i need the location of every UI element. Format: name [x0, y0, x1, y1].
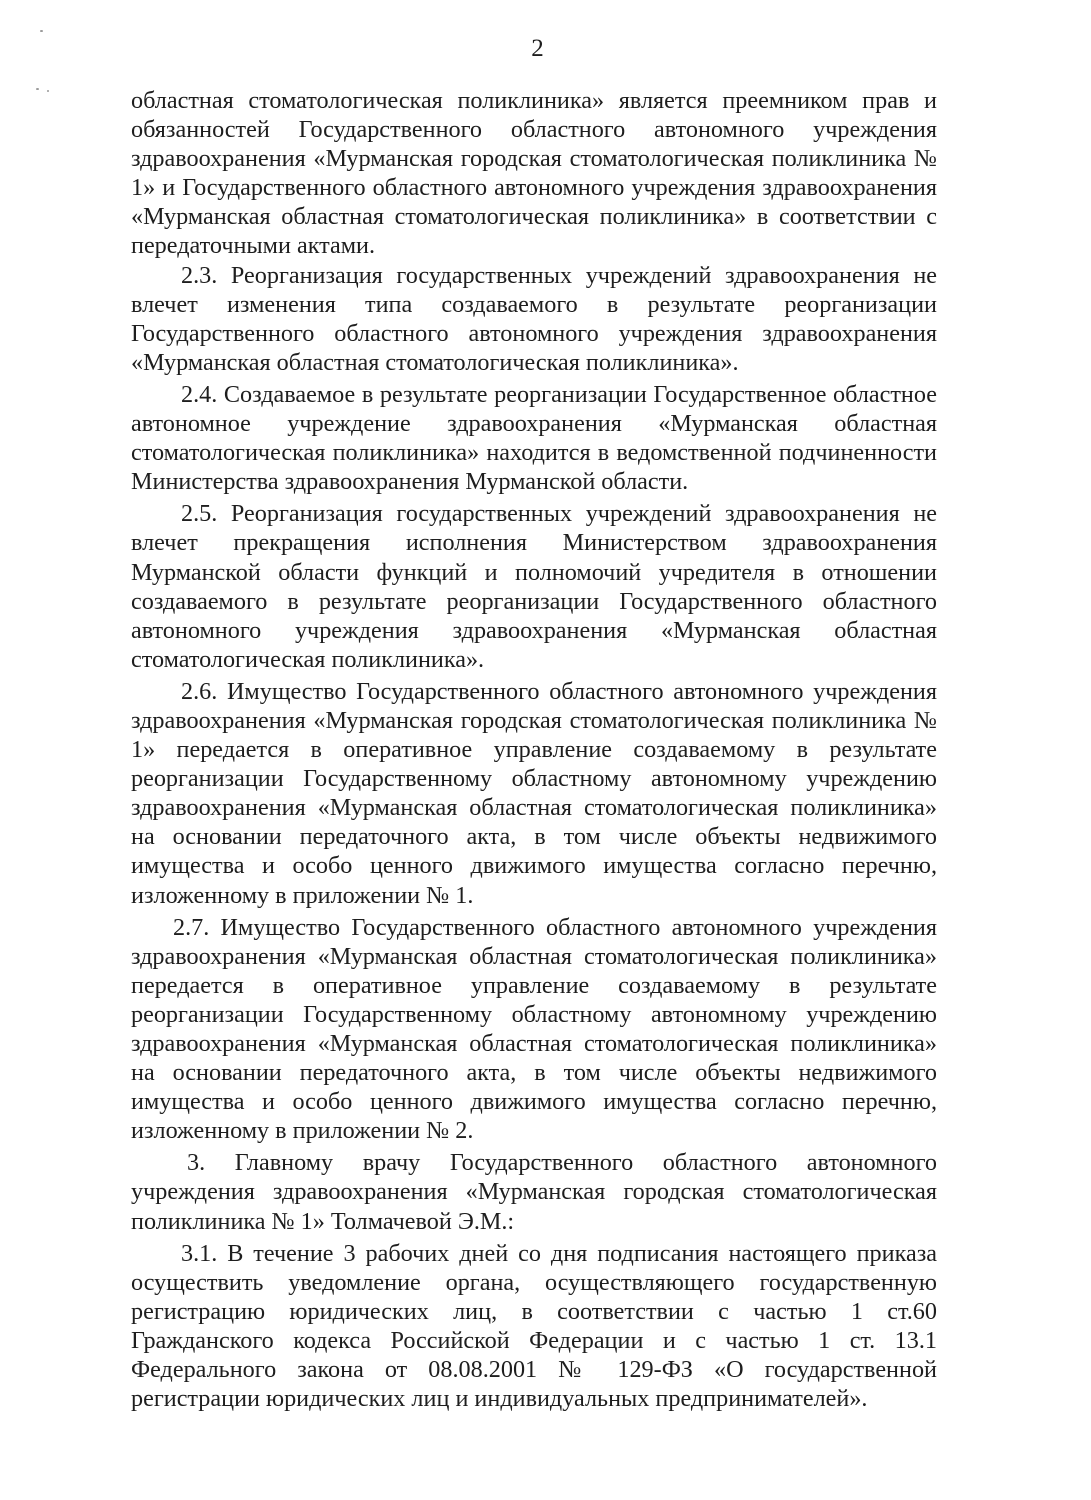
- paragraph-3-1: 3.1. В течение 3 рабочих дней со дня подписания настоящего приказа осуществить уведомление органа, осуществляющего государственную регистрацию юридических лиц, в соответствии с частью 1 ст.60 Гражданского кодекса Российской Федерации и с частью 1 ст. 13.1 Федерального закона от 08.08.2001 № 129-ФЗ «О государственной регистрации юридических лиц и индивидуальных предпринимателей».: [131, 1239, 937, 1413]
- page-number: 2: [531, 35, 544, 62]
- scan-speck: [47, 90, 49, 92]
- scan-speck: [40, 30, 43, 32]
- document-body: [131, 86, 937, 1413]
- paragraph-2-4: 2.4. Создаваемое в результате реорганизации Государственное областное автономное учреждение здравоохранения «Мурманская областная стоматологическая поликлиника» находится в ведомственной подчиненности Министерства здравоохранения Мурманской области.: [131, 380, 937, 496]
- scan-speck: [36, 88, 39, 90]
- paragraph-3: 3. Главному врачу Государственного областного автономного учреждения здравоохранения «Мурманская городская стоматологическая поликлиника № 1» Толмачевой Э.М.:: [131, 1149, 937, 1235]
- paragraph-2-6: 2.6. Имущество Государственного областного автономного учреждения здравоохранения «Мурманская городская стоматологическая поликлиника № 1» передается в оперативное управление создаваемому в результате реорганизации Государственному областному автономному учреждению здравоохранения «Мурманская областная стоматологическая поликлиника» на основании передаточного акта, в том числе объекты недвижимого имущества и особо ценного движимого имущества согласно перечню, изложенному в приложении № 1.: [131, 677, 937, 909]
- paragraph-2-3: 2.3. Реорганизация государственных учреждений здравоохранения не влечет изменения типа создаваемого в результате реорганизации Государственного областного автономного учреждения здравоохранения «Мурманская областная стоматологическая поликлиника».: [131, 261, 937, 376]
- paragraph-2-5: 2.5. Реорганизация государственных учреждений здравоохранения не влечет прекращения исполнения Министерством здравоохранения Мурманской области функций и полномочий учредителя в отношении создаваемого в результате реорганизации Государственного областного автономного учреждения здравоохранения «Мурманская областная стоматологическая поликлиника».: [131, 500, 937, 673]
- paragraph-continuation: областная стоматологическая поликлиника» является преемником прав и обязанностей Государственного областного автономного учреждения здравоохранения «Мурманская городская стоматологическая поликлиника № 1» и Государственного областного автономного учреждения здравоохранения «Мурманская областная стоматологическая поликлиника» в соответствии с передаточными актами.: [131, 87, 937, 260]
- paragraph-2-7: 2.7. Имущество Государственного областного автономного учреждения здравоохранения «Мурманская областная стоматологическая поликлиника» передается в оперативное управление создаваемому в результате реорганизации Государственному областному автономному учреждению здравоохранения «Мурманская областная стоматологическая поликлиника» на основании передаточного акта, в том числе объекты недвижимого имущества и особо ценного движимого имущества согласно перечню, изложенному в приложении № 2.: [131, 913, 937, 1145]
